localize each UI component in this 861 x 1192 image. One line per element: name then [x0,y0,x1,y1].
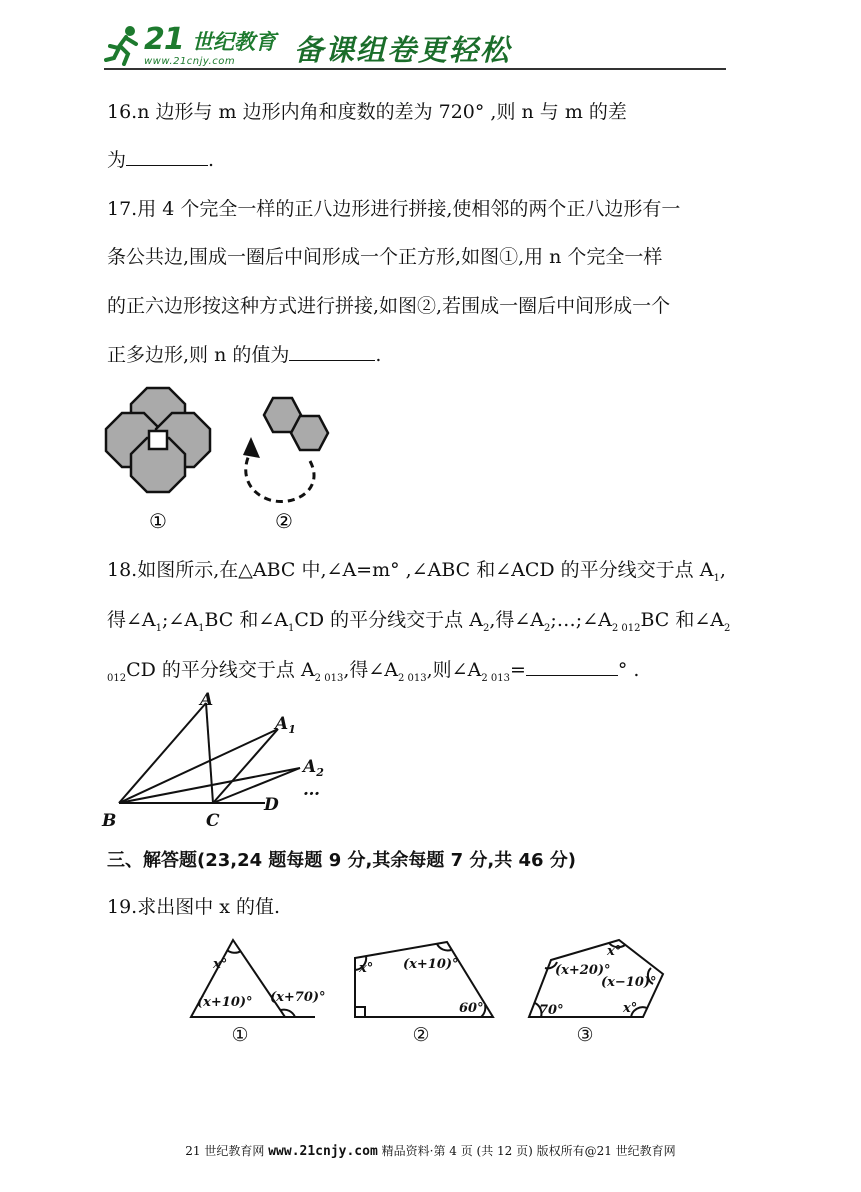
header-slogan: 备课组卷更轻松 [294,33,512,67]
q18-text: CD 的平分线交于点 A [294,609,483,631]
fig1-label-top: x° [213,957,228,972]
q18-answer-blank [526,657,618,676]
q18-text: CD 的平分线交于点 A [126,659,315,681]
label-C: C [206,811,220,831]
logo-url: www.21cnjy.com [144,56,236,67]
logo-name: 世纪教育 [192,30,276,54]
fig3-label-left: (x+20)° [555,963,611,978]
q18-text: ,得∠A [489,609,545,631]
runner-icon [104,24,144,66]
q19-fig2-label: ② [412,1024,430,1046]
line-AC [206,703,213,803]
label-dots: … [303,780,320,800]
q18-sub: 1 [288,622,295,634]
label-A1: $A_1$ [275,714,296,736]
section-title: 三、解答题(23,24 题每题 9 分,其余每题 7 分,共 46 分) [107,850,577,871]
q18-text: BC 和∠A [204,609,288,631]
q19-figures [185,930,685,1048]
q18-text: = [509,659,526,681]
q18-sub: 2 012 [611,622,641,634]
q18-line3 [107,657,639,691]
q18-line2 [107,608,730,641]
header-divider [104,68,726,70]
fig2-right-angle [355,1007,365,1017]
line-BA1 [119,729,278,803]
q16-text-pre: 为 [107,149,127,171]
q18-sub: 2 [724,622,731,634]
q17-line4 [107,342,381,367]
dashed-arc-arrow [246,453,314,502]
line-CA1 [213,729,278,803]
fig2-label-top: (x+10)° [403,957,459,972]
logo-number: 21 [144,22,184,57]
q18-sub: 1 [198,622,205,634]
center-square [149,431,167,449]
hexagon-2 [291,416,328,450]
line-CA2 [213,768,300,803]
label-B: B [102,811,117,831]
fig2-label-tl: x° [359,961,374,976]
q17-line2: 条公共边,围成一圈后中间形成一个正方形,如图①,用 n 个完全一样 [107,246,663,268]
footer-site: 21 世纪教育网 [185,1144,265,1158]
q18-sub: 012 [107,672,127,684]
fig3-label-top: x° [607,944,622,959]
q16-line2 [107,147,214,172]
q17-line1: 17.用 4 个完全一样的正八边形进行拼接,使相邻的两个正八边形有一 [107,198,681,220]
header-logo [104,22,726,72]
q18-sub: 1 [713,572,720,584]
footer-page-info: 精品资料·第 4 页 (共 12 页) 版权所有@21 世纪教育网 [381,1144,676,1158]
arrow-head-icon [243,437,260,458]
q18-sub: 1 [155,622,163,634]
q18-sub: 2 [482,622,490,634]
q18-sub: 2 013 [398,672,427,684]
q17-line3: 的正六边形按这种方式进行拼接,如图②,若围成一圈后中间形成一个 [107,295,671,317]
fig3-label-br: x° [623,1001,638,1016]
q18-text: BC 和∠A [640,609,725,631]
fig3-label-bl: 70° [539,1003,564,1018]
footer-url[interactable]: www.21cnjy.com [268,1144,378,1159]
q16-answer-blank [126,147,208,166]
q17-figures [100,385,350,535]
q18-sub: 2 [544,622,551,634]
q16-line1: 16.n 边形与 m 边形内角和度数的差为 720° ,则 n 与 m 的差 [107,101,627,123]
fig3-label-right: (x−10)° [601,975,657,990]
q18-line1-end: , [719,559,726,581]
label-A: A [200,690,214,710]
fig2-label-br: 60° [459,1001,484,1016]
q19-text: 19.求出图中 x 的值. [107,896,281,918]
fig1-label-left: (x+10)° [197,995,253,1010]
q18-sub: 2 013 [314,672,344,684]
fig1-label: ① [149,509,167,533]
q18-line1-text: 18.如图所示,在△ABC 中,∠A=m° ,∠ABC 和∠ACD 的平分线交于点 A [107,559,714,581]
q16-text-post: . [208,149,215,171]
q18-sub: 2 013 [481,672,510,684]
q17-text-post: . [375,344,382,366]
page-footer [0,1142,861,1159]
hexagon-group [264,398,328,450]
q18-figure [100,688,340,833]
q18-text: ° . [617,659,640,681]
q19-fig3-label: ③ [576,1024,594,1046]
q18-text: ,得∠A [343,659,398,681]
q17-text-pre: 正多边形,则 n 的值为 [107,344,290,366]
fig1-label-right: (x+70)° [270,990,326,1005]
q18-line1 [107,558,726,591]
q19-fig1-label: ① [231,1024,249,1046]
label-A2: $A_2$ [303,757,324,779]
q18-text: 得∠A [107,609,156,631]
q18-text: ,则∠A [426,659,482,681]
q17-answer-blank [289,342,375,361]
q18-text: ;∠A [162,609,199,631]
label-D: D [264,795,279,815]
fig2-label: ② [275,509,293,533]
q18-text: ;…;∠A [550,609,612,631]
